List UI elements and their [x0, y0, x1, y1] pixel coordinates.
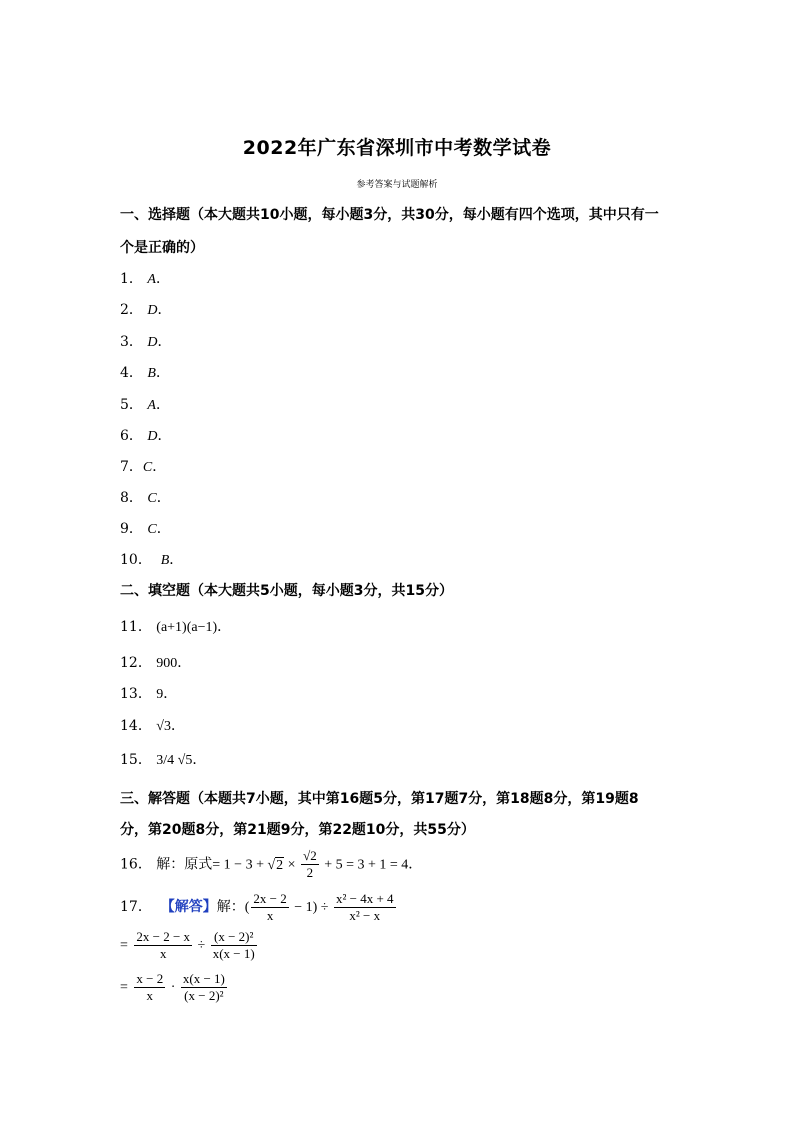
question-number: 11． — [120, 619, 152, 635]
solution-q17-line1: = $\frac{2x - 2 - x}{x}$ ÷ $\frac{\text{(x − 2)²}}{x(x - 1)}$ — [120, 928, 255, 961]
fill-answer: 9 — [156, 687, 164, 702]
fraction — [134, 971, 165, 1004]
answer-row: 9． C． — [120, 521, 171, 537]
answer-row: 2． D． — [120, 302, 172, 318]
answer-tag: 【解答】 — [160, 899, 217, 915]
answer-row: 15． 3/4 √5． — [120, 752, 207, 768]
answer-row: 11． (a+1)(a−1)． — [120, 619, 232, 635]
fraction-numerator: x² − 4x + 4 — [336, 890, 394, 906]
fraction — [181, 971, 227, 1004]
solve-label: 解： — [216, 899, 245, 915]
answer-row: 10． B． — [120, 552, 184, 568]
question-number: 16． — [120, 856, 152, 873]
answer-row: 4． B． — [120, 365, 170, 381]
times-operator: × — [284, 857, 300, 873]
solution-q16 — [120, 848, 422, 882]
choice-answer: B — [160, 553, 170, 568]
question-number: 7． — [120, 459, 143, 475]
document-title: 2022年广东省深圳市中考数学试卷 — [242, 137, 552, 159]
answer-row: 7．C． — [120, 459, 167, 475]
radicand: 2 — [276, 857, 284, 873]
answer-row: 13． 9． — [120, 686, 178, 702]
section1-heading-line1: 一、选择题（本大题共10小题，每小题3分，共30分，每小题有四个选项，其中只有一 — [120, 207, 659, 223]
fraction — [211, 929, 257, 962]
section2-heading: 二、填空题（本大题共5小题，每小题3分，共15分） — [120, 583, 453, 599]
operator: − 1) ÷ — [290, 900, 332, 915]
section3-heading-line2: 分，第20题8分，第21题9分，第22题10分，共55分） — [120, 822, 475, 838]
question-number: 8． — [120, 490, 143, 506]
question-number: 9． — [120, 521, 143, 537]
solution-q17-line2: = $\frac{x - 2}{x}$ · $\frac{x(x - 1)}{\text{(x − 2)²}}$ — [120, 970, 225, 1003]
fraction-numerator: 2x − 2 − x — [136, 928, 191, 944]
fraction-numerator: √2 — [303, 848, 317, 863]
end-mark: ． — [408, 856, 423, 873]
choice-answer: D — [147, 335, 158, 350]
document-subtitle: 参考答案与试题解析 — [356, 180, 438, 190]
question-number: 1． — [120, 271, 143, 287]
fraction-denominator: x — [266, 907, 274, 923]
choice-answer: C — [142, 460, 153, 475]
fill-answer: √3 — [156, 719, 171, 734]
operator: ÷ — [194, 938, 209, 953]
operator: · — [167, 980, 179, 995]
choice-answer: A — [147, 272, 156, 287]
question-number: 13． — [120, 686, 152, 702]
question-number: 6． — [120, 428, 143, 444]
expression-end: + 5 = 3 + 1 = 4 — [320, 857, 409, 873]
fraction — [134, 929, 192, 962]
fill-answer: 900 — [156, 656, 178, 671]
fraction-numerator: x(x − 1) — [182, 970, 225, 986]
fraction-numerator: (x − 2)² — [211, 929, 257, 946]
question-number: 15． — [120, 752, 152, 768]
fraction-denominator: (x − 2)² — [184, 987, 224, 1003]
fraction-denominator: x(x − 1) — [212, 945, 255, 961]
question-number: 17． — [120, 899, 152, 915]
fraction-denominator: x — [146, 987, 154, 1003]
fraction-denominator: x² − x — [349, 907, 381, 923]
answer-row: 3． D． — [120, 334, 172, 350]
question-number: 12． — [120, 655, 152, 671]
fill-answer: (a+1)(a−1) — [156, 620, 218, 635]
question-number: 4． — [120, 365, 143, 381]
answer-row: 8． C． — [120, 490, 171, 506]
fraction — [251, 891, 288, 924]
expression-start: = 1 − 3 + — [212, 857, 268, 873]
question-number: 10． — [120, 552, 152, 568]
solution-q17-line0: 17． 【解答】解：( $\frac{2x - 2}{x}$ − 1) ÷ $\frac{\text{x² − 4x + 4}}{\text{x² − x}}$ — [120, 890, 394, 923]
choice-answer: D — [147, 303, 158, 318]
fraction-numerator: x − 2 — [136, 970, 164, 986]
sqrt-expression: √2 — [267, 857, 284, 873]
fraction-denominator: x — [159, 945, 167, 961]
question-number: 3． — [120, 334, 143, 350]
answer-row: 12． 900． — [120, 655, 192, 671]
section1-heading-line2: 个是正确的） — [120, 240, 204, 256]
answer-row: 1． A． — [120, 271, 170, 287]
choice-answer: A — [147, 398, 156, 413]
question-number: 14． — [120, 718, 152, 734]
choice-answer: D — [147, 429, 158, 444]
fraction-denominator: 2 — [306, 865, 314, 880]
fill-answer: 3/4 √5 — [156, 753, 193, 768]
question-number: 2． — [120, 302, 143, 318]
fraction — [334, 891, 396, 924]
section3-heading-line1: 三、解答题（本题共7小题，其中第16题5分，第17题7分，第18题8分，第19题8 — [120, 791, 639, 807]
fraction — [301, 848, 319, 881]
answer-row: 6． D． — [120, 428, 172, 444]
answer-row: 14． √3． — [120, 718, 185, 734]
answer-row: 5． A． — [120, 397, 170, 413]
choice-answer: C — [147, 491, 157, 506]
choice-answer: C — [147, 522, 157, 537]
fraction-numerator: 2x − 2 — [253, 890, 287, 906]
choice-answer: B — [147, 366, 156, 381]
question-number: 5． — [120, 397, 143, 413]
solution-prefix: 解：原式 — [156, 856, 213, 873]
